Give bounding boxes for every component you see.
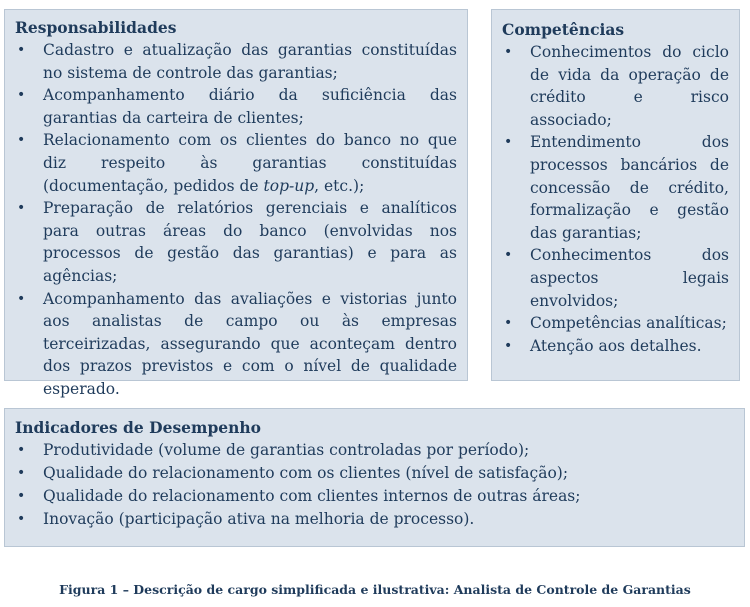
- list-item: • Qualidade do relacionamento com os clientes (nível de satisfação);: [15, 462, 734, 485]
- responsabilidades-heading: Responsabilidades: [15, 18, 177, 37]
- competencias-heading: Competências: [502, 20, 625, 39]
- list-item: • Acompanhamento diário da suficiência das garantias da carteira de clientes;: [15, 84, 457, 129]
- list-item: • Produtividade (volume de garantias controladas por período);: [15, 439, 734, 462]
- list-item: • Inovação (participação ativa na melhoria de processo).: [15, 508, 734, 531]
- list-item-italic: top-up: [263, 176, 315, 195]
- list-item: • Entendimento dos processos bancários de concessão de crédito, formalização e gestão das garantias;: [502, 131, 729, 244]
- list-item: • Competências analíticas;: [502, 312, 729, 335]
- list-item: • Qualidade do relacionamento com clientes internos de outras áreas;: [15, 485, 734, 508]
- indicadores-list: [15, 439, 734, 531]
- list-item: • Conhecimentos do ciclo de vida da operação de crédito e risco associado;: [502, 41, 729, 131]
- list-item: • Acompanhamento das avaliações e vistorias junto aos analistas de campo ou às empresas terceirizadas, assegurando que aconteçam dentro dos prazos previstos e com o nível de qualidade esperado.: [15, 288, 457, 401]
- list-item: • Preparação de relatórios gerenciais e analíticos para outras áreas do banco (envolvidas nos processos de gestão das garantias) e para as agências;: [15, 197, 457, 287]
- competencias-list: [502, 41, 729, 357]
- list-item: • Atenção aos detalhes.: [502, 335, 729, 358]
- list-item: • Conhecimentos dos aspectos legais envolvidos;: [502, 244, 729, 312]
- competencias-box: [491, 9, 740, 381]
- list-item-text: , etc.);: [314, 176, 365, 195]
- indicadores-box: [4, 408, 745, 547]
- list-item: [15, 129, 457, 197]
- responsabilidades-box: [4, 9, 468, 398]
- figure-caption: Figura 1 – Descrição de cargo simplificada e ilustrativa: Analista de Controle de Garantias: [59, 582, 691, 597]
- indicadores-heading: Indicadores de Desempenho: [15, 418, 262, 437]
- list-item-text: Relacionamento com os clientes do banco no que diz respeito às garantias constituídas (documentação, pedidos de: [43, 131, 457, 195]
- responsabilidades-list: [15, 39, 457, 401]
- list-item: • Cadastro e atualização das garantias constituídas no sistema de controle das garantias;: [15, 39, 457, 84]
